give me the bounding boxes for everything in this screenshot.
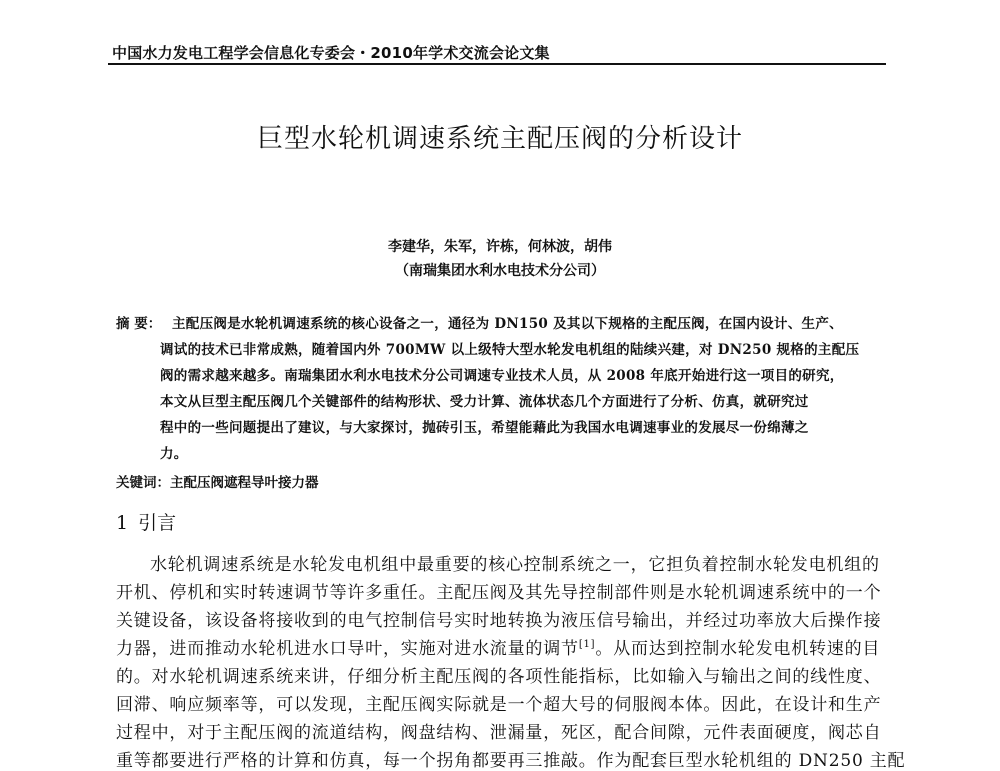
abstract-line: 程中的一些问题提出了建议，与大家探讨，抛砖引玉，希望能藉此为我国水电调速事业的发展尽一份绵薄之 — [160, 420, 809, 436]
author-list: 李建华，朱军，许栋，何林波，胡伟 — [388, 239, 612, 255]
body-text: 力器，进而推动水轮机进水口导叶，实施对进水流量的调节 — [116, 639, 579, 659]
running-header: 中国水力发电工程学会信息化专委会・2010年学术交流会论文集 — [112, 44, 550, 62]
affiliation: （南瑞集团水利水电技术分公司） — [395, 263, 605, 279]
section-title: 引言 — [138, 512, 177, 534]
body-line: 重等都要进行严格的计算和仿真，每一个拐角都要再三推敲。作为配套巨型水轮机组的 DN250 主配 — [116, 751, 906, 771]
citation-ref[interactable]: [1] — [578, 639, 596, 650]
keywords — [116, 471, 319, 491]
body-line: 回滞、响应频率等，可以发现，主配压阀实际就是一个超大号的伺服阀本体。因此，在设计和生产 — [116, 695, 882, 715]
abstract-line: 本文从巨型主配压阀几个关键部件的结构形状、受力计算、流体状态几个方面进行了分析、仿真，就研究过 — [160, 394, 809, 410]
abstract-label: 摘 要： — [116, 316, 162, 332]
abstract-line: 主配压阀是水轮机调速系统的核心设备之一，通径为 DN150 及其以下规格的主配压阀，在国内设计、生产、 — [172, 316, 843, 332]
abstract-line: 阀的需求越来越多。南瑞集团水利水电技术分公司调速专业技术人员，从 2008 年底开始进行这一项目的研究， — [160, 368, 844, 384]
body-line: 的。对水轮机调速系统来讲，仔细分析主配压阀的各项性能指标，比如输入与输出之间的线性度、 — [116, 667, 882, 687]
body-line — [116, 634, 880, 659]
body-text: 。从而达到控制水轮发电机转速的目 — [595, 639, 881, 659]
keywords-value: 主配压阀遮程导叶接力器 — [170, 475, 319, 491]
abstract-line: 调试的技术已非常成熟，随着国内外 700MW 以上级特大型水轮发电机组的陆续兴建，对 DN250 规格的主配压 — [160, 342, 860, 358]
body-line: 开机、停机和实时转速调节等许多重任。主配压阀及其先导控制部件则是水轮机调速系统中的一个 — [116, 583, 882, 603]
paper-title: 巨型水轮机调速系统主配压阀的分析设计 — [256, 124, 743, 154]
section-number: 1 — [116, 512, 129, 534]
keywords-label: 关键词： — [116, 475, 170, 491]
body-line: 过程中，对于主配压阀的流道结构，阀盘结构、泄漏量，死区，配合间隙，元件表面硬度，阀芯自 — [116, 723, 882, 743]
abstract-line: 力。 — [160, 446, 188, 462]
section-heading — [116, 508, 176, 535]
header-divider — [108, 63, 886, 65]
body-line: 水轮机调速系统是水轮发电机组中最重要的核心控制系统之一，它担负着控制水轮发电机组的 — [150, 555, 880, 575]
body-line: 关键设备，该设备将接收到的电气控制信号实时地转换为液压信号输出，并经过功率放大后操作接 — [116, 611, 882, 631]
